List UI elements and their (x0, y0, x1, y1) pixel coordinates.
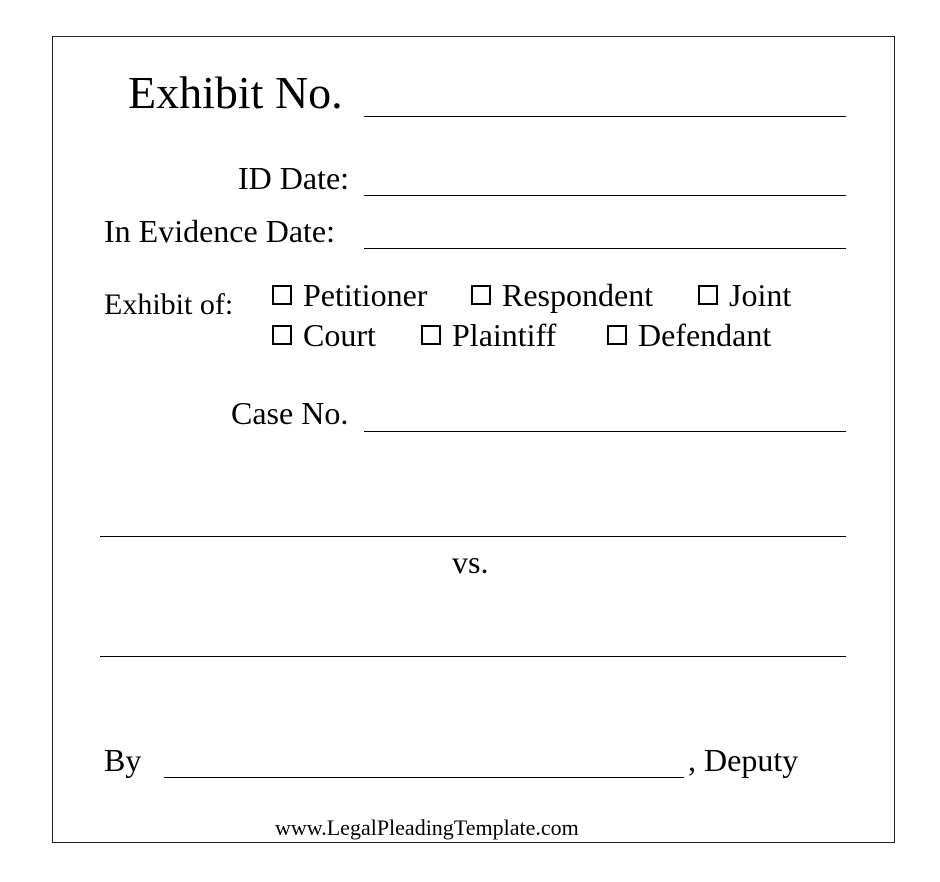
petitioner-checkbox[interactable] (272, 285, 292, 305)
option-defendant[interactable] (607, 319, 771, 351)
respondent-checkbox[interactable] (471, 285, 491, 305)
option-label: Court (303, 317, 376, 353)
option-court[interactable] (272, 319, 376, 351)
in-evidence-date-label: In Evidence Date: (104, 213, 335, 249)
option-label: Defendant (638, 317, 772, 353)
second-party-field[interactable] (100, 656, 846, 657)
option-joint[interactable] (698, 279, 791, 311)
option-label: Joint (729, 277, 792, 313)
deputy-signature-field[interactable] (164, 777, 684, 778)
first-party-field[interactable] (100, 536, 846, 537)
option-label: Respondent (502, 277, 654, 313)
joint-checkbox[interactable] (698, 285, 718, 305)
deputy-label: , Deputy (688, 742, 799, 778)
website-footer: www.LegalPleadingTemplate.com (275, 815, 579, 840)
case-no-label: Case No. (231, 395, 349, 431)
vs-label: vs. (452, 544, 489, 580)
plaintiff-checkbox[interactable] (421, 325, 441, 345)
option-petitioner[interactable] (272, 279, 427, 311)
exhibit-no-field[interactable] (364, 116, 846, 117)
court-checkbox[interactable] (272, 325, 292, 345)
id-date-label: ID Date: (238, 160, 350, 196)
exhibit-of-label: Exhibit of: (104, 288, 234, 321)
defendant-checkbox[interactable] (607, 325, 627, 345)
in-evidence-date-field[interactable] (364, 248, 846, 249)
option-label: Petitioner (303, 277, 428, 313)
option-respondent[interactable] (471, 279, 653, 311)
option-plaintiff[interactable] (421, 319, 556, 351)
exhibit-sticker (52, 36, 895, 843)
by-label: By (104, 742, 142, 778)
exhibit-no-label: Exhibit No. (128, 67, 343, 118)
id-date-field[interactable] (364, 195, 846, 196)
case-no-field[interactable] (364, 431, 846, 432)
option-label: Plaintiff (452, 317, 557, 353)
